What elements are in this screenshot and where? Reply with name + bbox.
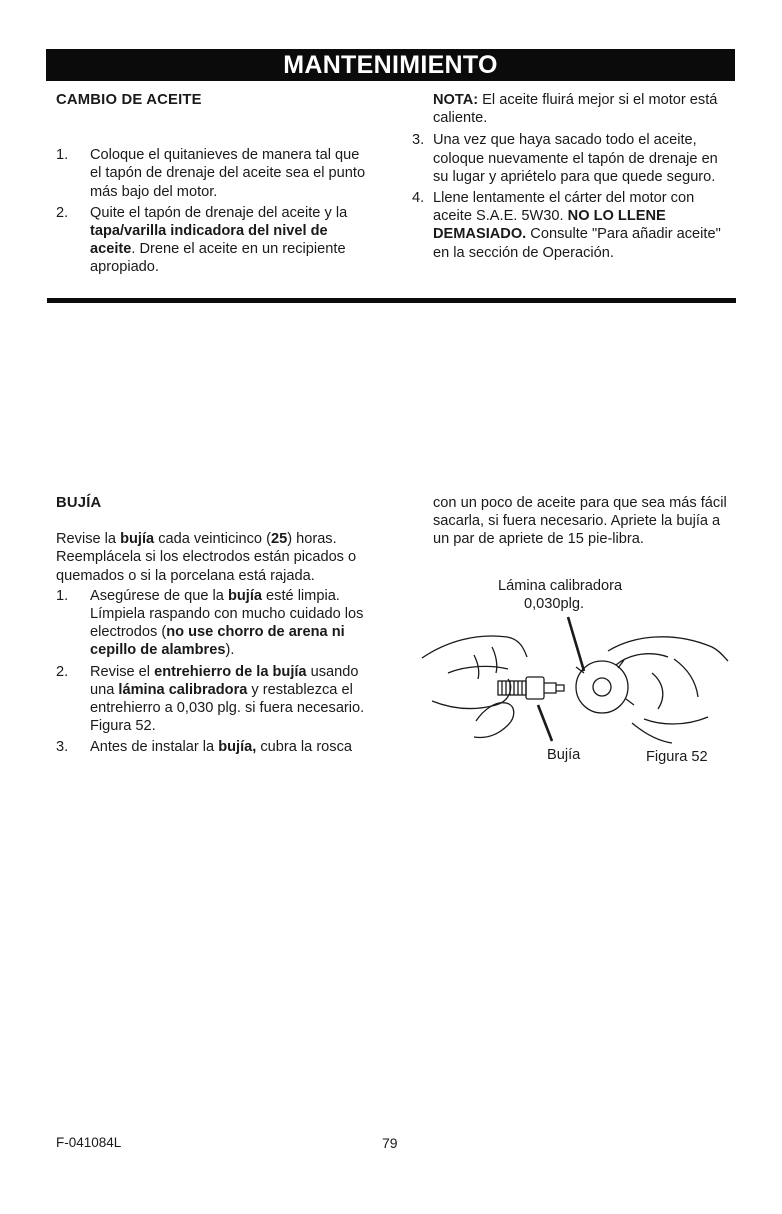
- intro-text: ) horas. Reemplácela si los electrodos están picados o quemados o si la porcelana está rajada.: [56, 531, 357, 584]
- step-text: Antes de instalar la: [90, 739, 219, 756]
- step-text: esté limpia. Límpiela raspando con mucho cuidado los electrodos (: [90, 587, 364, 641]
- oil-change-heading: CAMBIO DE ACEITE: [56, 92, 202, 108]
- spark-plug-left-column: [56, 494, 374, 760]
- step-text: Una vez que haya sacado todo el aceite, coloque nuevamente el tapón de drenaje en su lugar y apriételo para que quede seguro.: [433, 132, 718, 185]
- step-bold-text: bujía,: [218, 739, 257, 756]
- list-item: [412, 131, 732, 186]
- intro-text: Revise la: [56, 531, 121, 548]
- list-item: [412, 189, 732, 262]
- document-code: F-041084L: [56, 1135, 122, 1150]
- page-number: 79: [382, 1135, 398, 1151]
- spark-plug-heading: BUJÍA: [56, 495, 102, 511]
- list-item: [56, 663, 374, 736]
- step-number: 4.: [412, 190, 425, 207]
- step-bold-text: bujía: [227, 587, 262, 604]
- step-number: 3.: [412, 132, 425, 149]
- step-bold-text: lámina calibradora: [118, 681, 248, 698]
- step-text: Coloque el quitanieves de manera tal que el tapón de drenaje del aceite sea el punto más bajo del motor.: [90, 147, 366, 200]
- spark-plug-right-column: [433, 494, 733, 549]
- section-title: MANTENIMIENTO: [283, 51, 498, 79]
- list-item: [56, 587, 374, 660]
- gauge-label-line-1: Lámina calibradora: [498, 578, 623, 594]
- step-number: 1.: [56, 147, 69, 164]
- step-bold-text: tapa/varilla indicadora del nivel de aceite: [90, 223, 328, 258]
- step-text: usando una: [90, 663, 359, 698]
- step-text: Quite el tapón de drenaje del aceite y la: [90, 204, 348, 221]
- note-label: NOTA:: [433, 92, 479, 108]
- step-text: ).: [225, 642, 235, 659]
- step-bold-text: no use chorro de arena ni cepillo de alambres: [90, 624, 345, 659]
- spark-plug-intro: [56, 530, 374, 585]
- step-text: Revise el: [90, 663, 155, 680]
- figure-52: [412, 575, 732, 770]
- step-text: Llene lentamente el cárter del motor con aceite S.A.E. 5W30.: [433, 190, 695, 225]
- step-text: cubra la rosca: [256, 739, 353, 756]
- oil-change-right-column: [412, 91, 732, 265]
- intro-bold: 25: [270, 531, 288, 548]
- step-text: . Drene el aceite en un recipiente apropiado.: [90, 241, 346, 276]
- section-banner: [46, 49, 735, 81]
- step-bold-text: NO LO LLENE DEMASIADO.: [433, 208, 666, 243]
- oil-note: [412, 91, 732, 127]
- list-item: [56, 146, 374, 201]
- step-text: Consulte "Para añadir aceite" en la sección de Operación.: [433, 226, 721, 261]
- step-text: y restablezca el entrehierro a 0,030 plg. si fuera necesario. Figura 52.: [90, 681, 365, 735]
- figure-caption: Figura 52: [646, 749, 708, 765]
- spark-plug-gauge-icon: [412, 613, 732, 748]
- list-item: [56, 204, 374, 277]
- step-number: 2.: [56, 204, 69, 221]
- section-divider: [47, 298, 736, 303]
- step-number: 2.: [56, 663, 69, 680]
- oil-change-steps-list-continued: [412, 131, 732, 261]
- intro-bold: bujía: [120, 531, 155, 548]
- note-text: El aceite fluirá mejor si el motor está caliente.: [433, 92, 718, 127]
- oil-change-left-column: [56, 91, 374, 280]
- step-text: Asegúrese de que la: [90, 587, 228, 604]
- step-number: 1.: [56, 587, 69, 604]
- step-number: 3.: [56, 739, 69, 756]
- list-item: [56, 738, 374, 756]
- spark-plug-continued-text: con un poco de aceite para que sea más fácil sacarla, si fuera necesario. Apriete la bujía a un par de apriete de 15 pie-libra.: [433, 495, 727, 548]
- intro-text: cada veinticinco (: [154, 531, 271, 548]
- oil-change-steps-list: [56, 146, 374, 276]
- spark-plug-steps-list: [56, 587, 374, 757]
- gauge-label-line-2: 0,030plg.: [524, 596, 585, 612]
- step-bold-text: entrehierro de la bujía: [154, 663, 307, 680]
- spark-plug-label: Bujía: [547, 747, 581, 763]
